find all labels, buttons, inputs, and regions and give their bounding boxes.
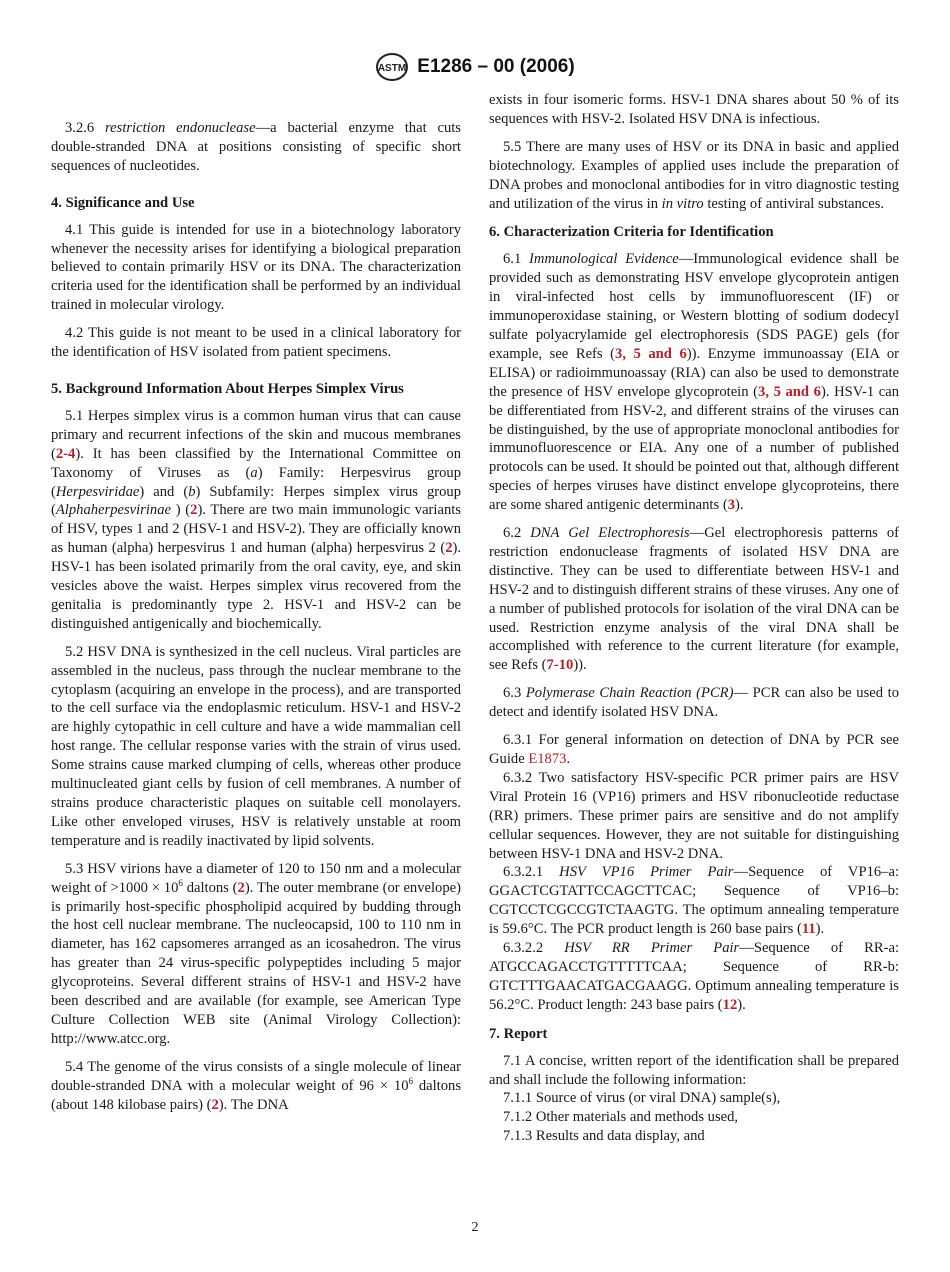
- text-run: 5.2 HSV DNA is synthesized in the cell nucleus. Viral particles are assembled in the nucleus, pass through the nuclear membrane to the cytoplasm (acquiring an envelope in the process), and are transported to the cell surface via the endoplasmic reticulum. HSV-1 and HSV-2 are highly cytopathic in cell culture and have a wide mammalian cell host range. The cellular response varies with the strain of virus used. Some strains cause marked clumping of cells, whereas other produce multinucleated giant cells by fusion of cell membranes. A number of strains produce characteristic plaques on suitable cell monolayers. Like other enveloped viruses, HSV is relatively unstable at room temperature and is readily inactivated by lipid solvents.: [51, 643, 461, 849]
- text-run: —Sequence of VP16–a: GGACTCGTATTCCAGCTTCAC; Sequence of VP16–b: CGTCCTCGCCGTCTAAGTG. The optimum annealing temperature is 59.6°C. The PCR product length is 260 base pairs (: [489, 864, 900, 938]
- paragraph: [489, 939, 899, 1015]
- text-run: 6.2: [503, 525, 531, 542]
- italic-text: Polymerase Chain Reaction (PCR): [525, 685, 734, 702]
- text-run: ). HSV-1 has been isolated primarily from the oral cavity, eye, and skin vesicles above the waist. Herpes simplex virus recovered from the genitalia is predominantly type 2. HSV-1 and HSV-2 can be distinguished antigenically and biochemically.: [51, 540, 461, 632]
- text-run: 6.3.2.2: [503, 940, 565, 957]
- section-heading: [489, 223, 899, 242]
- reference-link[interactable]: 2: [445, 540, 453, 557]
- paragraph: [51, 1058, 461, 1115]
- italic-text: HSV RR Primer Pair: [564, 940, 740, 957]
- text-run: 5.5 There are many uses of HSV or its DNA in basic and applied biotechnology. Examples of applied uses include the preparation of DNA probes and monoclonal antibodies for in vitro diagnostic testing and utilization of the virus in: [489, 138, 899, 212]
- text-run: 6.3.1 For general information on detection of DNA by PCR see Guide: [489, 732, 899, 767]
- reference-link[interactable]: 12: [722, 996, 738, 1013]
- page-number: 2: [471, 1220, 479, 1235]
- paragraph: [51, 860, 461, 1049]
- reference-link[interactable]: 2: [237, 879, 245, 896]
- paragraph: [489, 863, 899, 939]
- reference-link[interactable]: 3, 5 and 6: [758, 383, 821, 400]
- astm-logo-icon: [375, 52, 409, 82]
- reference-link[interactable]: 2: [211, 1096, 219, 1113]
- paragraph: [489, 731, 899, 769]
- text-run: ) Family: Herpesvirus group (: [51, 464, 461, 500]
- text-run: ). HSV-1 can be differentiated from HSV-2, and different strains of the viruses can be distinguished, by the use of appropriate monoclonal antibodies for immunofluorescence or EIA. Any one of a number of published protocols can be used. It should be pointed out that, although different species of herpes viruses have distinct envelope glycoproteins, there are some shared antigenic determinants (: [489, 383, 899, 514]
- italic-text: Immunological Evidence: [529, 251, 679, 268]
- text-run: daltons (about 148 kilobase pairs) (: [51, 1077, 462, 1113]
- text-run: )).: [573, 657, 587, 674]
- text-run: 7.1.2 Other materials and methods used,: [503, 1109, 739, 1126]
- text-run: 5.1 Herpes simplex virus is a common human virus that can cause primary and recurrent infections of the skin and mucous membranes (: [51, 407, 461, 462]
- svg-text:ASTM: ASTM: [378, 63, 407, 74]
- paragraph: [489, 91, 899, 129]
- section-heading: [51, 380, 461, 399]
- italic-text: Alphaherpesvirinae: [55, 502, 171, 519]
- text-run: 5.4 The genome of the virus consists of a single molecule of linear double-stranded DNA with a molecular weight of 96 × 10: [51, 1058, 461, 1094]
- italic-text: DNA Gel Electrophoresis: [530, 525, 690, 542]
- reference-link[interactable]: 3, 5 and 6: [615, 345, 687, 362]
- text-run: — PCR can also be used to detect and identify isolated HSV DNA.: [489, 685, 900, 721]
- italic-text: a: [250, 464, 258, 481]
- text-run: ) Subfamily: Herpes simplex virus group (: [51, 483, 461, 519]
- text-run: 6. Characterization Criteria for Identification: [489, 224, 774, 241]
- text-run: ). There are two main immunologic variants of HSV, types 1 and 2 (HSV-1 and HSV-2). They are officially known as human (alpha) herpesvirus 1 and human (alpha) herpesvirus 2 (: [51, 502, 461, 557]
- superscript: 6: [178, 877, 183, 888]
- section-heading: [51, 194, 461, 213]
- paragraph: [489, 1127, 899, 1146]
- paragraph: [489, 769, 899, 864]
- superscript: 6: [408, 1075, 413, 1086]
- standard-link[interactable]: E1873: [528, 751, 567, 767]
- text-run: daltons (: [182, 879, 238, 896]
- paragraph: [489, 138, 899, 214]
- text-run: 3.2.6: [65, 120, 106, 136]
- italic-text: HSV VP16 Primer Pair: [559, 864, 734, 881]
- text-run: ). It has been classified by the International Committee on Taxonomy of Viruses as (: [51, 445, 461, 481]
- reference-link[interactable]: 7-10: [546, 657, 574, 674]
- paragraph: [489, 250, 899, 515]
- italic-text: Herpesviridae: [55, 483, 140, 500]
- text-run: 4.2 This guide is not meant to be used in a clinical laboratory for the identification of HSV isolated from patient specimens.: [51, 325, 461, 361]
- text-run: ).: [737, 996, 746, 1013]
- text-run: 4.1 This guide is intended for use in a biotechnology laboratory whenever the necessity arises for identifying a biological preparation believed to contain primarily HSV or its DNA. The characterization criteria used for the identification shall be performed by an individual trained in molecular virology.: [51, 221, 461, 314]
- paragraph: [489, 1108, 899, 1127]
- text-run: —Gel electrophoresis patterns of restriction endonuclease fragments of isolated HSV DNA are distinctive. They can be used to differentiate between HSV-1 and HSV-2 and to distinguish different strains of these viruses. Any one of a number of published protocols for isolation of the viral DNA can be used. Restriction enzyme analysis of the viral DNA shall be accomplished with reference to the current literature (for example, see Refs (: [489, 525, 900, 674]
- text-run: ) and (: [139, 483, 189, 500]
- document-id: E1286 – 00 (2006): [417, 56, 575, 77]
- text-run: 7. Report: [489, 1025, 548, 1042]
- section-heading: [489, 1025, 899, 1044]
- italic-text: b: [188, 483, 196, 500]
- reference-link[interactable]: 3: [727, 497, 735, 514]
- paragraph: [51, 324, 461, 362]
- paragraph: [51, 119, 461, 176]
- italic-text: in vitro: [661, 195, 704, 212]
- text-run: 4. Significance and Use: [51, 194, 195, 211]
- text-run: 7.1 A concise, written report of the identification shall be prepared and shall include the following information:: [489, 1052, 899, 1088]
- paragraph: [489, 1052, 899, 1090]
- text-run: .: [566, 751, 571, 767]
- text-run: 7.1.1 Source of virus (or viral DNA) sample(s),: [503, 1090, 781, 1107]
- text-run: 5.3 HSV virions have a diameter of 120 to 150 nm and a molecular weight of >1000 × 10: [51, 860, 461, 896]
- text-run: ).: [815, 921, 825, 938]
- text-run: 6.3.2 Two satisfactory HSV-specific PCR primer pairs are HSV Viral Protein 16 (VP16) primers and HSV ribonucleotide reductase (RR) primers. These primer pairs are sensitive and do not amplify cellular sequences. However, they are not suitable for distinguishing between HSV-1 DNA and HSV-2 DNA.: [489, 769, 899, 862]
- left-column: [51, 119, 461, 1124]
- text-run: ). The outer membrane (or envelope) is primarily host-specific phospholipid acquired by budding through the host cell nuclear membrane. The nucleocapsid, 100 to 110 nm in diameter, has 162 capsomeres arranged as an icosahedron. The virus has greater than 24 virus-specific polypeptides including 5 major glycoproteins. Several different strains of HSV-1 and HSV-2 have been described and are available (for example, see American Type Culture Collection WEB site (Animal Virology Collection): http://www.atcc.org.: [51, 879, 461, 1047]
- text-run: —Immunological evidence shall be provided such as demonstrating HSV envelope glycoprotein antigen in viral-infected host cells by immunofluorescent (IF) or immunoperoxidase staining, or Western blotting of sodium dodecyl sulfate polyacrylamide gel electrophoresis (SDS PAGE) gels (for example, see Refs (: [489, 251, 900, 362]
- text-run: exists in four isomeric forms. HSV-1 DNA shares about 50 % of its sequences with HSV-2. Isolated HSV DNA is infectious.: [489, 92, 899, 127]
- text-run: testing of antiviral substances.: [703, 195, 885, 212]
- reference-link[interactable]: 11: [801, 921, 816, 938]
- paragraph: [51, 407, 461, 634]
- text-run: ) (: [170, 502, 191, 519]
- text-run: —a bacterial enzyme that cuts double-stranded DNA at positions consisting of specific short sequences of nucleotides.: [51, 120, 461, 174]
- paragraph: [489, 524, 899, 675]
- paragraph: [489, 1089, 899, 1108]
- reference-link[interactable]: 2: [190, 502, 198, 519]
- paragraph: [51, 221, 461, 316]
- text-run: )). Enzyme immunoassay (EIA or ELISA) or radioimmunoassay (RIA) can also be used to demonstrate the presence of HSV envelope glycoprotein (: [489, 345, 899, 400]
- text-run: 6.3: [503, 685, 526, 702]
- reference-link[interactable]: 2-4: [55, 445, 76, 462]
- text-run: 5. Background Information About Herpes Simplex Virus: [51, 380, 404, 397]
- paragraph: [489, 684, 899, 722]
- right-column: [489, 91, 899, 1146]
- text-run: —Sequence of RR-a: ATGCCAGACCTGTTTTTCAA; Sequence of RR-b: GTCTTTGAACATGACGAAGG. Optimum annealing temperature is 56.2°C. Product length: 243 base pairs (: [489, 940, 900, 1013]
- text-run: 6.1: [503, 251, 530, 268]
- text-run: 6.3.2.1: [503, 864, 560, 881]
- text-run: ). The DNA: [218, 1096, 289, 1113]
- page-header: [0, 52, 950, 82]
- italic-text: restriction endonuclease: [105, 120, 256, 136]
- text-run: ).: [734, 497, 744, 514]
- paragraph: [51, 643, 461, 851]
- text-run: 7.1.3 Results and data display, and: [503, 1128, 705, 1145]
